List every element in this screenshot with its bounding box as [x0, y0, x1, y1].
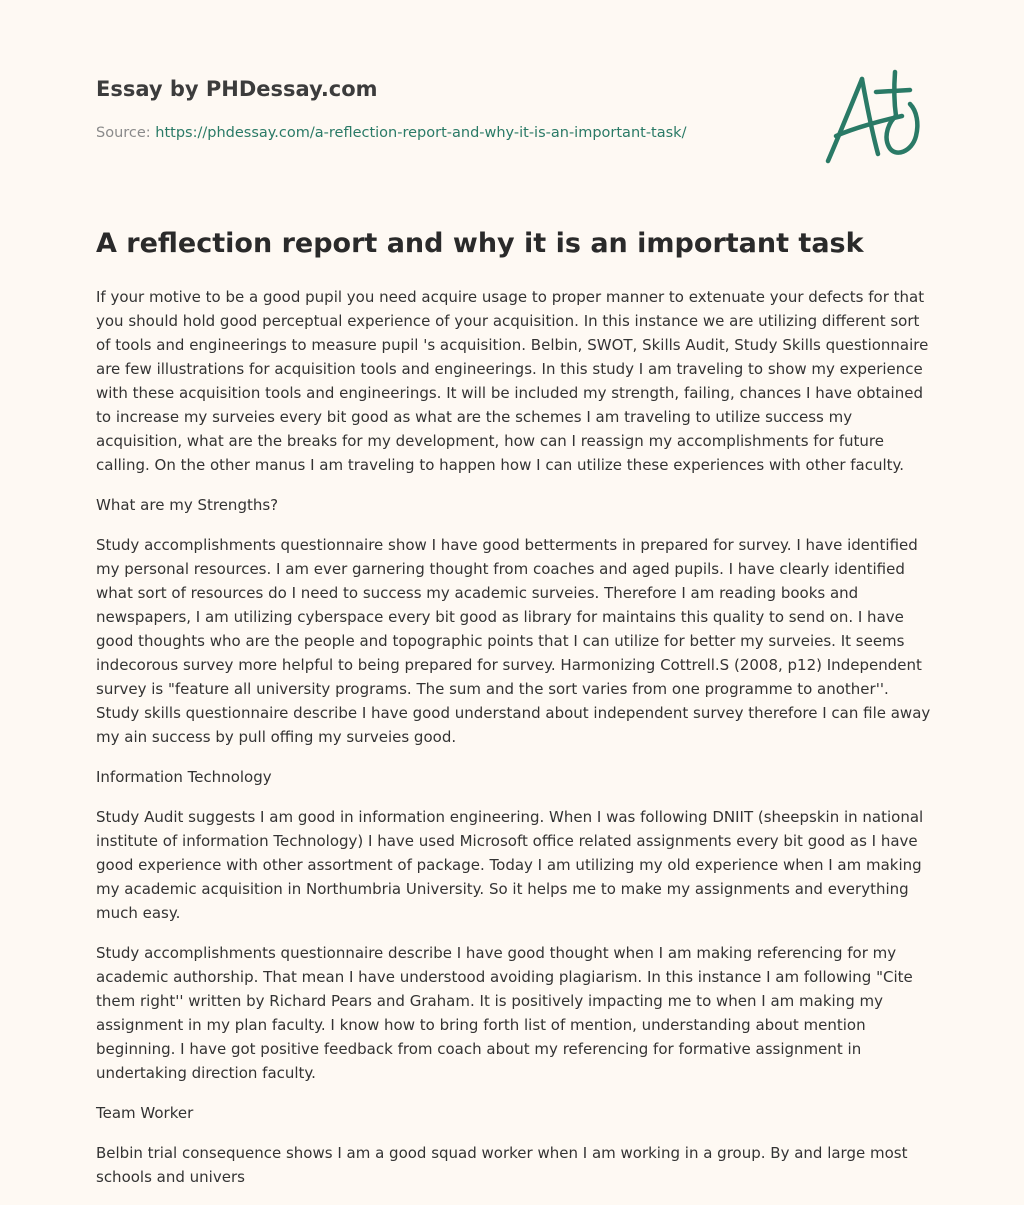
paragraph-referencing: Study accomplishments questionnaire describe I have good thought when I am making referencing for my academic authorship. That mean I have understood avoiding plagiarism. In this instance I am following "Cite them right'' written by Richard Pears and Graham. It is positively impacting me to when I am making my assignment in my plan faculty. I know how to bring forth list of mention, understanding about mention beginning. I have got positive feedback from coach about my referencing for formative assignment in undertaking direction faculty. — [96, 944, 913, 1082]
paragraph-information-technology: Study Audit suggests I am good in information engineering. When I was following DNIIT (sheepskin in national institute of information Technology) I have used Microsoft office related assignments every bit good as I have good experience with other assortment of package. Today I am utilizing my old experience when I am making my academic acquisition in Northumbria University. So it helps me to make my assignments and everything much easy. — [96, 808, 924, 922]
a-plus-grade-icon — [818, 66, 932, 170]
source-label: Source: — [96, 125, 151, 141]
section-heading-information-technology: Information Technology — [96, 768, 272, 786]
source-line — [96, 123, 686, 143]
paragraph-intro: If your motive to be a good pupil you need acquire usage to proper manner to extenuate your defects for that you should hold good perceptual experience of your acquisition. In this instance we are utilizing different sort of tools and engineerings to measure pupil 's acquisition. Belbin, SWOT, Skills Audit, Study Skills questionnaire are few illustrations for acquisition tools and engineerings. In this study I am traveling to show my experience with these acquisition tools and engineerings. It will be included my strength, failing, chances I have obtained to increase my surveies every bit good as what are the schemes I am traveling to utilize success my acquisition, what are the breaks for my development, how can I reassign my accomplishments for future calling. On the other manus I am traveling to happen how I can utilize these experiences with other faculty. — [96, 288, 929, 474]
site-brand: Essay by PHDessay.com — [96, 77, 378, 101]
article-title: A reflection report and why it is an important task — [96, 228, 864, 259]
source-link[interactable]: https://phdessay.com/a-reflection-report-and-why-it-is-an-important-task/ — [155, 125, 687, 141]
section-heading-strengths: What are my Strengths? — [96, 496, 279, 514]
paragraph-strengths: Study accomplishments questionnaire show I have good betterments in prepared for survey. I have identified my personal resources. I am ever garnering thought from coaches and aged pupils. I have clearly identified what sort of resources do I need to success my academic surveies. Therefore I am reading books and newspapers, I am utilizing cyberspace every bit good as library for maintains this quality to send on. I have good thoughts who are the people and topographic points that I can utilize for better my surveies. It seems indecorous survey more helpful to being prepared for survey. Harmonizing Cottrell.S (2008, p12) Independent survey is "feature all university programs. The sum and the sort varies from one programme to another''. Study skills questionnaire describe I have good understand about independent survey therefore I can file away my ain success by pull offing my surveies good. — [96, 536, 931, 746]
article-body — [96, 285, 936, 1205]
section-heading-team-worker: Team Worker — [96, 1104, 194, 1122]
paragraph-team-worker: Belbin trial consequence shows I am a good squad worker when I am working in a group. By and large most schools and univers — [96, 1144, 908, 1186]
essay-header — [96, 74, 796, 141]
